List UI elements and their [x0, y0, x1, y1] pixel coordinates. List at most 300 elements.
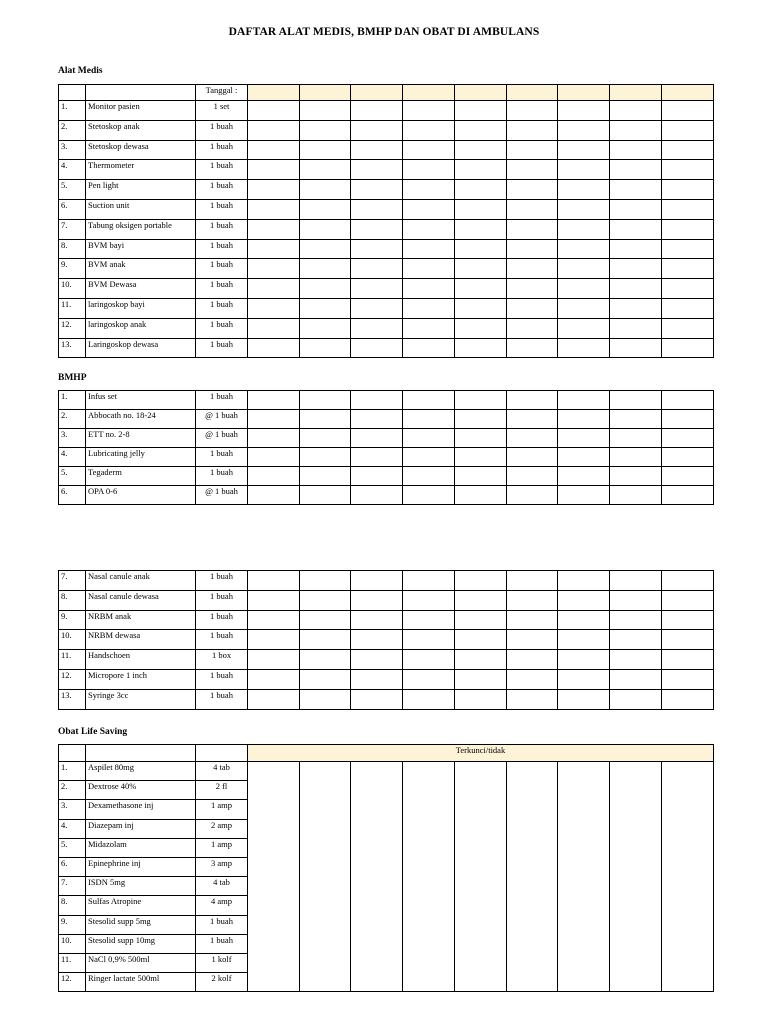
- item-name: Laringoskop dewasa: [86, 338, 196, 358]
- check-cell[interactable]: [662, 650, 714, 670]
- item-quantity: 1 set: [196, 101, 248, 121]
- check-cell[interactable]: [300, 467, 351, 486]
- check-cell[interactable]: [455, 140, 507, 160]
- item-quantity: 1 buah: [196, 630, 248, 650]
- table-row: [59, 318, 714, 338]
- check-cell[interactable]: [300, 180, 351, 200]
- check-cell[interactable]: [662, 571, 714, 591]
- check-cell[interactable]: [248, 140, 300, 160]
- check-cell[interactable]: [351, 689, 403, 709]
- check-cell[interactable]: [300, 140, 351, 160]
- check-cell[interactable]: [300, 650, 351, 670]
- check-cell[interactable]: [300, 391, 351, 410]
- table-row: [59, 467, 714, 486]
- check-cell[interactable]: [455, 610, 507, 630]
- check-cell[interactable]: [507, 669, 558, 689]
- check-cell[interactable]: [610, 391, 662, 410]
- item-name: laringoskop anak: [86, 318, 196, 338]
- check-cell[interactable]: [403, 298, 455, 318]
- check-cell[interactable]: [507, 571, 558, 591]
- check-cell[interactable]: [403, 630, 455, 650]
- check-cell[interactable]: [610, 298, 662, 318]
- check-cell[interactable]: [610, 689, 662, 709]
- check-cell[interactable]: [558, 762, 610, 992]
- check-cell[interactable]: [610, 199, 662, 219]
- check-cell[interactable]: [610, 140, 662, 160]
- item-quantity: 1 buah: [196, 689, 248, 709]
- check-cell[interactable]: [455, 486, 507, 505]
- item-quantity: 1 buah: [196, 391, 248, 410]
- check-cell[interactable]: [403, 101, 455, 121]
- item-name: NRBM anak: [86, 610, 196, 630]
- check-cell[interactable]: [248, 160, 300, 180]
- check-cell[interactable]: [300, 338, 351, 358]
- check-cell[interactable]: [558, 180, 610, 200]
- check-cell[interactable]: [610, 610, 662, 630]
- check-cell[interactable]: [558, 486, 610, 505]
- check-cell[interactable]: [248, 467, 300, 486]
- date-cell[interactable]: [248, 85, 300, 101]
- check-cell[interactable]: [610, 219, 662, 239]
- check-cell[interactable]: [248, 571, 300, 591]
- item-quantity: 1 buah: [196, 279, 248, 299]
- check-cell[interactable]: [662, 199, 714, 219]
- bmhp-table-a: [58, 390, 714, 505]
- row-number: 10.: [59, 279, 86, 299]
- check-cell[interactable]: [662, 101, 714, 121]
- check-cell[interactable]: [403, 610, 455, 630]
- check-cell[interactable]: [248, 610, 300, 630]
- check-cell[interactable]: [662, 762, 714, 992]
- check-cell[interactable]: [351, 571, 403, 591]
- check-cell[interactable]: [248, 590, 300, 610]
- check-cell[interactable]: [248, 279, 300, 299]
- check-cell[interactable]: [610, 180, 662, 200]
- check-cell[interactable]: [558, 448, 610, 467]
- check-cell[interactable]: [351, 298, 403, 318]
- check-cell[interactable]: [507, 448, 558, 467]
- check-cell[interactable]: [507, 160, 558, 180]
- check-cell[interactable]: [662, 391, 714, 410]
- check-cell[interactable]: [558, 429, 610, 448]
- check-cell[interactable]: [248, 630, 300, 650]
- check-cell[interactable]: [300, 199, 351, 219]
- check-cell[interactable]: [662, 259, 714, 279]
- bmhp-table-b: [58, 570, 714, 710]
- check-cell[interactable]: [403, 448, 455, 467]
- check-cell[interactable]: [507, 219, 558, 239]
- check-cell[interactable]: [248, 429, 300, 448]
- table-row: [59, 140, 714, 160]
- check-cell[interactable]: [300, 120, 351, 140]
- check-cell[interactable]: [455, 630, 507, 650]
- check-cell[interactable]: [662, 669, 714, 689]
- check-cell[interactable]: [610, 590, 662, 610]
- check-cell[interactable]: [507, 180, 558, 200]
- check-cell[interactable]: [455, 101, 507, 121]
- item-name: Tegaderm: [86, 467, 196, 486]
- table-row: [59, 391, 714, 410]
- row-number: 10.: [59, 630, 86, 650]
- check-cell[interactable]: [403, 410, 455, 429]
- item-quantity: 4 amp: [196, 896, 248, 915]
- check-cell[interactable]: [507, 120, 558, 140]
- item-name: laringoskop bayi: [86, 298, 196, 318]
- check-cell[interactable]: [248, 318, 300, 338]
- check-cell[interactable]: [455, 338, 507, 358]
- check-cell[interactable]: [300, 590, 351, 610]
- check-cell[interactable]: [351, 391, 403, 410]
- check-cell[interactable]: [403, 199, 455, 219]
- check-cell[interactable]: [455, 160, 507, 180]
- check-cell[interactable]: [455, 467, 507, 486]
- date-cell[interactable]: [662, 85, 714, 101]
- check-cell[interactable]: [351, 140, 403, 160]
- item-quantity: 1 buah: [196, 448, 248, 467]
- check-cell[interactable]: [507, 429, 558, 448]
- check-cell[interactable]: [610, 160, 662, 180]
- check-cell[interactable]: [507, 762, 558, 992]
- date-cell[interactable]: [507, 85, 558, 101]
- check-cell[interactable]: [351, 199, 403, 219]
- check-cell[interactable]: [558, 219, 610, 239]
- check-cell[interactable]: [455, 590, 507, 610]
- check-cell[interactable]: [455, 429, 507, 448]
- check-cell[interactable]: [610, 239, 662, 259]
- check-cell[interactable]: [662, 467, 714, 486]
- check-cell[interactable]: [248, 199, 300, 219]
- check-cell[interactable]: [455, 298, 507, 318]
- item-quantity: 1 buah: [196, 180, 248, 200]
- check-cell[interactable]: [403, 571, 455, 591]
- check-cell[interactable]: [507, 140, 558, 160]
- check-cell[interactable]: [455, 239, 507, 259]
- header-blank-cell: [196, 745, 248, 762]
- check-cell[interactable]: [248, 338, 300, 358]
- check-cell[interactable]: [300, 101, 351, 121]
- check-cell[interactable]: [403, 120, 455, 140]
- check-cell[interactable]: [558, 650, 610, 670]
- check-cell[interactable]: [558, 571, 610, 591]
- check-cell[interactable]: [248, 669, 300, 689]
- table-row: [59, 279, 714, 299]
- check-cell[interactable]: [662, 410, 714, 429]
- check-cell[interactable]: [558, 239, 610, 259]
- check-cell[interactable]: [610, 650, 662, 670]
- check-cell[interactable]: [507, 486, 558, 505]
- check-cell[interactable]: [455, 689, 507, 709]
- check-cell[interactable]: [610, 467, 662, 486]
- check-cell[interactable]: [558, 630, 610, 650]
- check-cell[interactable]: [507, 590, 558, 610]
- check-cell[interactable]: [662, 318, 714, 338]
- row-number: 7.: [59, 571, 86, 591]
- check-cell[interactable]: [351, 160, 403, 180]
- check-cell[interactable]: [300, 318, 351, 338]
- check-cell[interactable]: [558, 590, 610, 610]
- date-cell[interactable]: [610, 85, 662, 101]
- item-name: ETT no. 2-8: [86, 429, 196, 448]
- row-number: 3.: [59, 429, 86, 448]
- check-cell[interactable]: [300, 762, 351, 992]
- check-cell[interactable]: [300, 410, 351, 429]
- table-row: [59, 120, 714, 140]
- check-cell[interactable]: [455, 199, 507, 219]
- check-cell[interactable]: [351, 259, 403, 279]
- check-cell[interactable]: [662, 610, 714, 630]
- check-cell[interactable]: [455, 650, 507, 670]
- check-cell[interactable]: [455, 279, 507, 299]
- check-cell[interactable]: [662, 140, 714, 160]
- row-number: 4.: [59, 819, 86, 838]
- item-quantity: 2 amp: [196, 819, 248, 838]
- check-cell[interactable]: [558, 279, 610, 299]
- check-cell[interactable]: [248, 219, 300, 239]
- check-cell[interactable]: [300, 448, 351, 467]
- check-cell[interactable]: [610, 410, 662, 429]
- check-cell[interactable]: [507, 199, 558, 219]
- check-cell[interactable]: [610, 448, 662, 467]
- check-cell[interactable]: [248, 120, 300, 140]
- check-cell[interactable]: [558, 120, 610, 140]
- check-cell[interactable]: [300, 669, 351, 689]
- check-cell[interactable]: [507, 338, 558, 358]
- check-cell[interactable]: [351, 590, 403, 610]
- check-cell[interactable]: [351, 279, 403, 299]
- check-cell[interactable]: [507, 391, 558, 410]
- check-cell[interactable]: [662, 120, 714, 140]
- item-quantity: 3 amp: [196, 857, 248, 876]
- check-cell[interactable]: [300, 279, 351, 299]
- check-cell[interactable]: [558, 338, 610, 358]
- check-cell[interactable]: [455, 391, 507, 410]
- check-cell[interactable]: [507, 467, 558, 486]
- check-cell[interactable]: [248, 101, 300, 121]
- check-cell[interactable]: [610, 259, 662, 279]
- check-cell[interactable]: [662, 298, 714, 318]
- check-cell[interactable]: [300, 298, 351, 318]
- item-name: Aspilet 80mg: [86, 762, 196, 781]
- check-cell[interactable]: [351, 650, 403, 670]
- check-cell[interactable]: [507, 298, 558, 318]
- check-cell[interactable]: [455, 259, 507, 279]
- check-cell[interactable]: [455, 318, 507, 338]
- check-cell[interactable]: [351, 467, 403, 486]
- check-cell[interactable]: [610, 338, 662, 358]
- check-cell[interactable]: [351, 410, 403, 429]
- item-name: Micropore 1 inch: [86, 669, 196, 689]
- check-cell[interactable]: [455, 120, 507, 140]
- check-cell[interactable]: [455, 669, 507, 689]
- item-quantity: 1 box: [196, 650, 248, 670]
- check-cell[interactable]: [507, 410, 558, 429]
- check-cell[interactable]: [455, 762, 507, 992]
- check-cell[interactable]: [248, 239, 300, 259]
- check-cell[interactable]: [558, 391, 610, 410]
- check-cell[interactable]: [351, 180, 403, 200]
- check-cell[interactable]: [300, 429, 351, 448]
- check-cell[interactable]: [403, 160, 455, 180]
- check-cell[interactable]: [248, 650, 300, 670]
- check-cell[interactable]: [558, 259, 610, 279]
- check-cell[interactable]: [558, 689, 610, 709]
- check-cell[interactable]: [662, 590, 714, 610]
- check-cell[interactable]: [507, 279, 558, 299]
- check-cell[interactable]: [403, 590, 455, 610]
- check-cell[interactable]: [248, 689, 300, 709]
- check-cell[interactable]: [248, 259, 300, 279]
- check-cell[interactable]: [662, 429, 714, 448]
- item-name: Pen light: [86, 180, 196, 200]
- check-cell[interactable]: [351, 669, 403, 689]
- check-cell[interactable]: [610, 630, 662, 650]
- check-cell[interactable]: [248, 298, 300, 318]
- check-cell[interactable]: [300, 259, 351, 279]
- date-cell[interactable]: [300, 85, 351, 101]
- check-cell[interactable]: [662, 338, 714, 358]
- table-row: [59, 762, 714, 781]
- check-cell[interactable]: [403, 219, 455, 239]
- check-cell[interactable]: [662, 180, 714, 200]
- item-quantity: 2 kolf: [196, 973, 248, 992]
- check-cell[interactable]: [403, 486, 455, 505]
- check-cell[interactable]: [558, 160, 610, 180]
- date-cell[interactable]: [351, 85, 403, 101]
- check-cell[interactable]: [403, 669, 455, 689]
- check-cell[interactable]: [403, 140, 455, 160]
- date-cell[interactable]: [403, 85, 455, 101]
- table-row: [59, 689, 714, 709]
- check-cell[interactable]: [403, 391, 455, 410]
- check-cell[interactable]: [610, 486, 662, 505]
- check-cell[interactable]: [507, 318, 558, 338]
- check-cell[interactable]: [558, 467, 610, 486]
- check-cell[interactable]: [455, 448, 507, 467]
- check-cell[interactable]: [610, 429, 662, 448]
- check-cell[interactable]: [248, 180, 300, 200]
- check-cell[interactable]: [558, 140, 610, 160]
- check-cell[interactable]: [351, 486, 403, 505]
- check-cell[interactable]: [558, 318, 610, 338]
- check-cell[interactable]: [610, 571, 662, 591]
- check-cell[interactable]: [248, 486, 300, 505]
- check-cell[interactable]: [351, 120, 403, 140]
- check-cell[interactable]: [662, 630, 714, 650]
- check-cell[interactable]: [403, 650, 455, 670]
- check-cell[interactable]: [558, 610, 610, 630]
- item-name: Monitor pasien: [86, 101, 196, 121]
- check-cell[interactable]: [351, 219, 403, 239]
- check-cell[interactable]: [403, 467, 455, 486]
- row-number: 5.: [59, 467, 86, 486]
- check-cell[interactable]: [455, 410, 507, 429]
- date-cell[interactable]: [558, 85, 610, 101]
- alat-medis-table: [58, 84, 714, 358]
- check-cell[interactable]: [351, 338, 403, 358]
- check-cell[interactable]: [455, 180, 507, 200]
- bmhp-heading: BMHP: [58, 373, 87, 383]
- row-number: 2.: [59, 410, 86, 429]
- check-cell[interactable]: [351, 239, 403, 259]
- check-cell[interactable]: [403, 239, 455, 259]
- check-cell[interactable]: [507, 239, 558, 259]
- check-cell[interactable]: [403, 429, 455, 448]
- check-cell[interactable]: [351, 448, 403, 467]
- item-name: Stetoskop anak: [86, 120, 196, 140]
- check-cell[interactable]: [248, 391, 300, 410]
- check-cell[interactable]: [558, 199, 610, 219]
- check-cell[interactable]: [662, 219, 714, 239]
- check-cell[interactable]: [351, 318, 403, 338]
- item-name: NaCl 0,9% 500ml: [86, 953, 196, 972]
- check-cell[interactable]: [300, 689, 351, 709]
- check-cell[interactable]: [300, 239, 351, 259]
- check-cell[interactable]: [610, 762, 662, 992]
- check-cell[interactable]: [351, 101, 403, 121]
- check-cell[interactable]: [507, 610, 558, 630]
- check-cell[interactable]: [558, 298, 610, 318]
- check-cell[interactable]: [403, 689, 455, 709]
- check-cell[interactable]: [507, 650, 558, 670]
- row-number: 13.: [59, 338, 86, 358]
- check-cell[interactable]: [248, 410, 300, 429]
- check-cell[interactable]: [507, 630, 558, 650]
- check-cell[interactable]: [403, 318, 455, 338]
- date-cell[interactable]: [455, 85, 507, 101]
- check-cell[interactable]: [662, 689, 714, 709]
- check-cell[interactable]: [558, 410, 610, 429]
- check-cell[interactable]: [248, 762, 300, 992]
- row-number: 6.: [59, 199, 86, 219]
- check-cell[interactable]: [662, 448, 714, 467]
- check-cell[interactable]: [507, 259, 558, 279]
- check-cell[interactable]: [351, 429, 403, 448]
- check-cell[interactable]: [558, 669, 610, 689]
- item-name: Stetoskop dewasa: [86, 140, 196, 160]
- check-cell[interactable]: [662, 160, 714, 180]
- check-cell[interactable]: [455, 571, 507, 591]
- check-cell[interactable]: [351, 630, 403, 650]
- check-cell[interactable]: [507, 101, 558, 121]
- check-cell[interactable]: [610, 318, 662, 338]
- check-cell[interactable]: [403, 259, 455, 279]
- check-cell[interactable]: [403, 180, 455, 200]
- check-cell[interactable]: [455, 219, 507, 239]
- check-cell[interactable]: [300, 486, 351, 505]
- check-cell[interactable]: [507, 689, 558, 709]
- check-cell[interactable]: [300, 610, 351, 630]
- check-cell[interactable]: [610, 279, 662, 299]
- check-cell[interactable]: [403, 762, 455, 992]
- check-cell[interactable]: [351, 762, 403, 992]
- check-cell[interactable]: [300, 160, 351, 180]
- check-cell[interactable]: [300, 219, 351, 239]
- check-cell[interactable]: [351, 610, 403, 630]
- check-cell[interactable]: [300, 630, 351, 650]
- check-cell[interactable]: [403, 338, 455, 358]
- check-cell[interactable]: [558, 101, 610, 121]
- check-cell[interactable]: [248, 448, 300, 467]
- check-cell[interactable]: [662, 239, 714, 259]
- check-cell[interactable]: [610, 101, 662, 121]
- row-number: 1.: [59, 101, 86, 121]
- check-cell[interactable]: [300, 571, 351, 591]
- check-cell[interactable]: [662, 486, 714, 505]
- check-cell[interactable]: [610, 120, 662, 140]
- check-cell[interactable]: [662, 279, 714, 299]
- check-cell[interactable]: [610, 669, 662, 689]
- check-cell[interactable]: [403, 279, 455, 299]
